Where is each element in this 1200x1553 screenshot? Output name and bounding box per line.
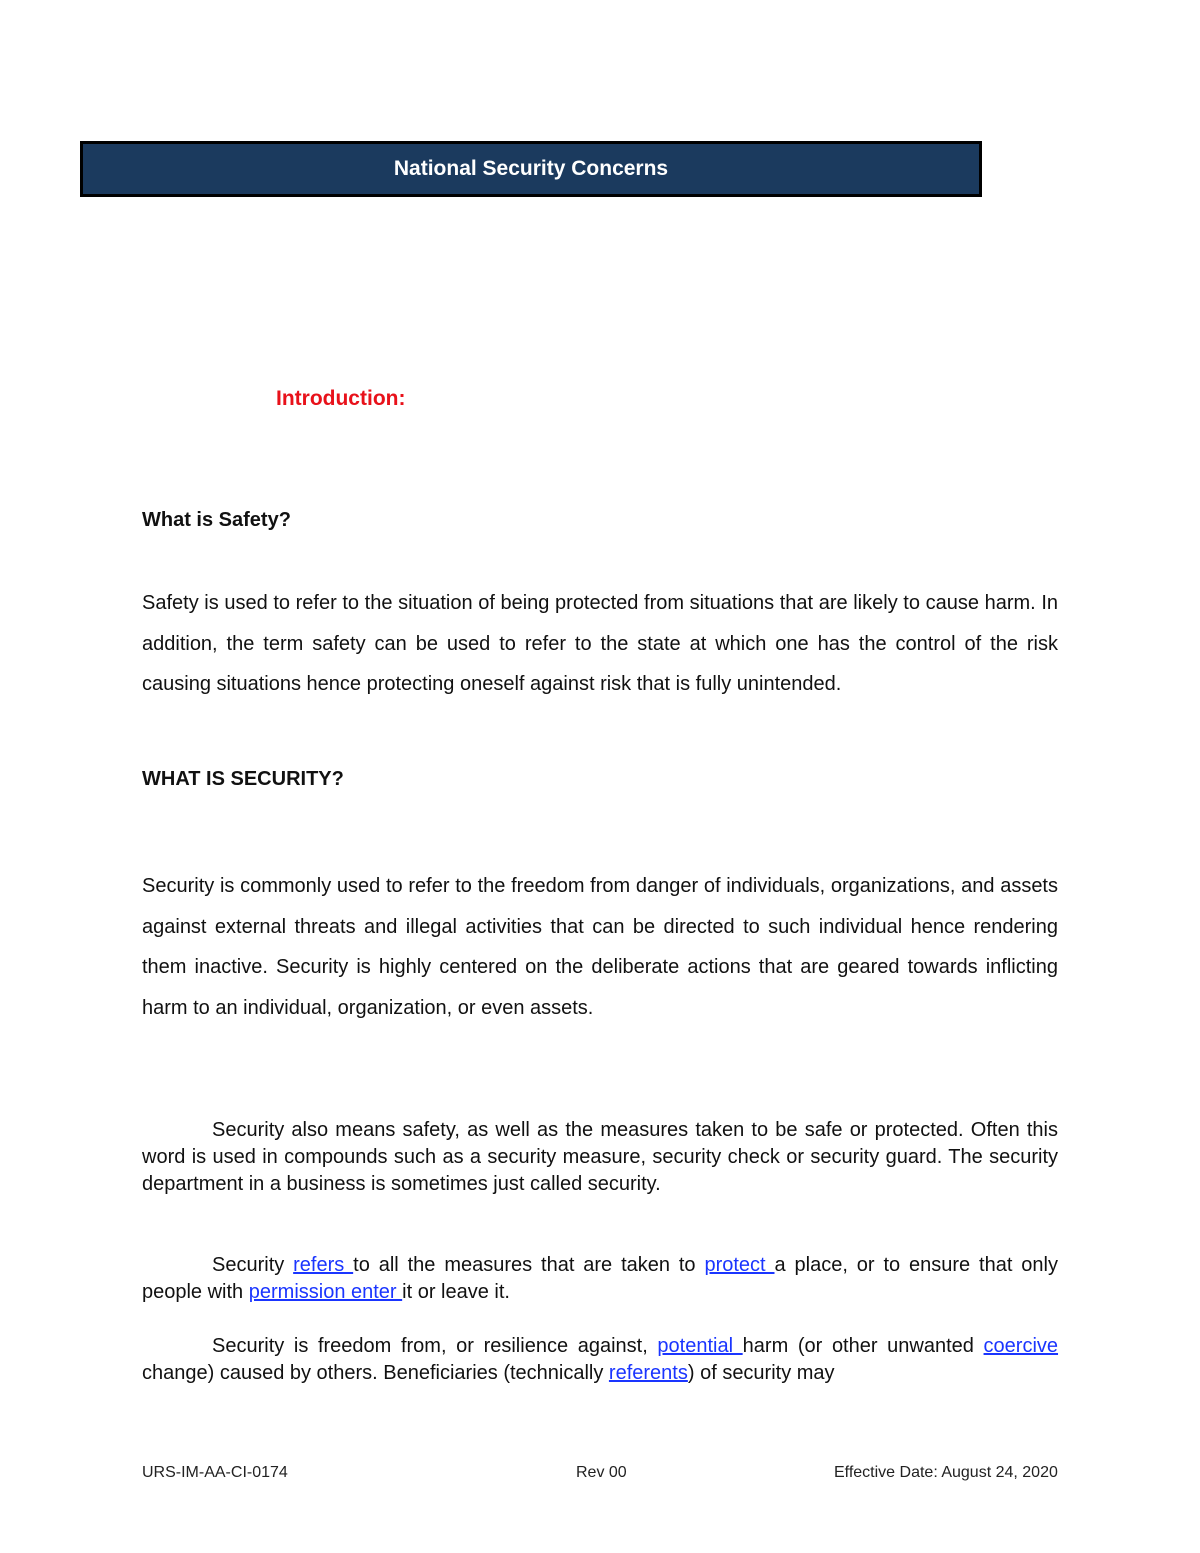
document-title-banner	[80, 141, 982, 197]
text-segment: Security is freedom from, or resilience against,	[212, 1335, 658, 1357]
safety-paragraph: Safety is used to refer to the situation of being protected from situations that are likely to cause harm. In addition, the term safety can be used to refer to the state at which one has the control of the risk causing situations hence protecting oneself against risk that is fully unintended.	[142, 592, 1058, 696]
text-segment: to all the measures that are taken to	[353, 1254, 705, 1276]
link-coercive[interactable]: coercive	[983, 1335, 1059, 1357]
footer-document-id: URS-IM-AA-CI-0174	[142, 1464, 288, 1481]
safety-heading: What is Safety?	[142, 509, 291, 531]
security-paragraph-2: Security also means safety, as well as the measures taken to be safe or protected. Often this word is used in compounds such as a security measure, security check or security guard. The security department in a business is sometimes just called security.	[142, 1119, 1058, 1195]
text-segment: it or leave it.	[402, 1281, 510, 1303]
link-refers[interactable]: refers	[293, 1254, 354, 1276]
link-protect[interactable]: protect	[704, 1254, 775, 1276]
footer-effective-date: Effective Date: August 24, 2020	[834, 1464, 1058, 1481]
document-title: National Security Concerns	[393, 157, 669, 180]
link-potential[interactable]: potential	[657, 1335, 743, 1357]
text-segment: ) of security may	[687, 1362, 835, 1384]
link-referents[interactable]: referents	[608, 1362, 688, 1384]
introduction-label: Introduction:	[276, 387, 406, 410]
security-paragraph: Security is commonly used to refer to the freedom from danger of individuals, organizations, and assets against external threats and illegal activities that can be directed to such individual hence rendering them inactive. Security is highly centered on the deliberate actions that are geared towards inflicting harm to an individual, organization, or even assets.	[142, 875, 1058, 1020]
footer-revision: Rev 00	[576, 1464, 627, 1481]
security-heading: WHAT IS SECURITY?	[142, 768, 344, 790]
text-segment: a place, or to ensure that only people with	[142, 1254, 1058, 1303]
security-paragraph-3	[142, 1252, 1058, 1306]
security-paragraph-4	[142, 1333, 1058, 1387]
text-segment: harm (or other unwanted	[742, 1335, 984, 1357]
text-segment: change) caused by others. Beneficiaries (technically	[142, 1362, 609, 1384]
text-segment: Security	[212, 1254, 294, 1276]
link-permission-enter[interactable]: permission enter	[248, 1281, 403, 1303]
